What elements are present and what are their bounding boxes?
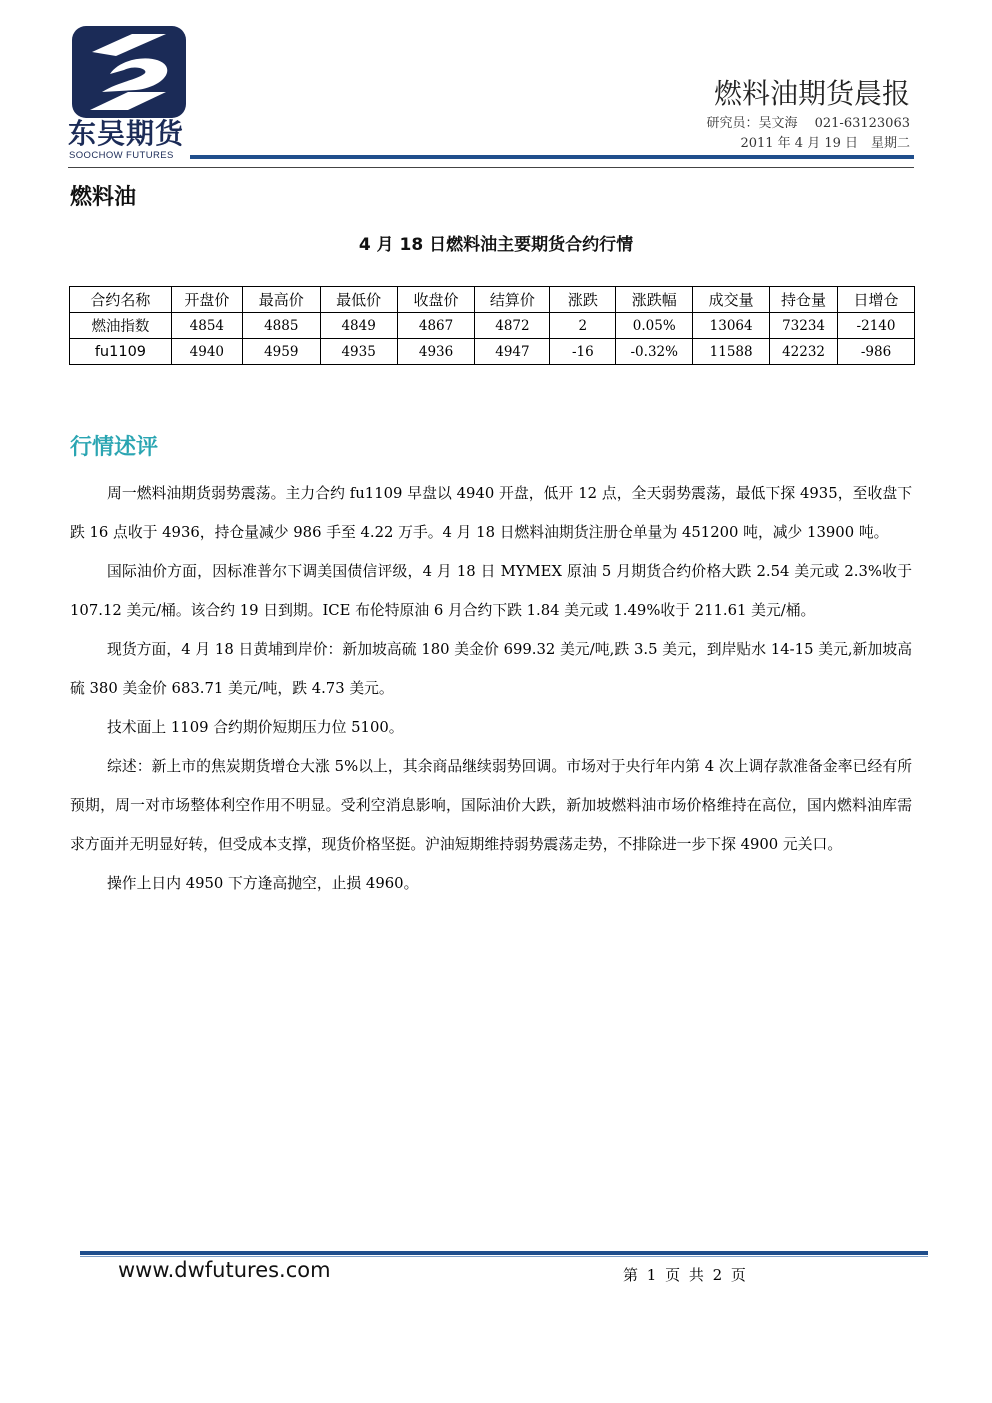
column-header: 持仓量 (770, 287, 838, 313)
table-title: 4 月 18 日燃料油主要期货合约行情 (358, 235, 634, 255)
table-cell: -2140 (838, 313, 915, 339)
table-cell: 11588 (693, 339, 770, 365)
paragraph: 技术面上 1109 合约期价短期压力位 5100。 (107, 719, 404, 736)
table-row (70, 339, 915, 365)
table-cell: 42232 (770, 339, 838, 365)
table-cell: 4872 (475, 313, 550, 339)
table-cell: 4936 (397, 339, 475, 365)
logo-chinese-name: 东吴期货 (68, 117, 185, 150)
table-cell: 4885 (242, 313, 320, 339)
column-header: 涨跌幅 (616, 287, 693, 313)
section-heading: 燃料油 (70, 185, 137, 210)
table-cell: 4854 (171, 313, 242, 339)
report-title: 燃料油期货晨报 (713, 77, 910, 110)
logo-english-name: SOOCHOW FUTURES (69, 150, 174, 161)
footer-divider-thin (80, 1256, 928, 1257)
column-header: 最低价 (320, 287, 397, 313)
commentary-heading: 行情述评 (70, 435, 159, 460)
column-header: 涨跌 (550, 287, 616, 313)
paragraph: 周一燃料油期货弱势震荡。主力合约 fu1109 早盘以 4940 开盘，低开 12 点，全天弱势震荡，最低下探 4935，至收盘下跌 16 点收于 4936，持仓量减少 986 手至 4.22 万手。4 月 18 日燃料油期货注册仓单量为 451200 吨，减少 13900 吨。 (70, 485, 912, 541)
paragraph: 国际油价方面，因标准普尔下调美国债信评级，4 月 18 日 MYMEX 原油 5 月期货合约价格大跌 2.54 美元或 2.3%收于 107.12 美元/桶。该合约 19 日到期。ICE 布伦特原油 6 月合约下跌 1.84 美元或 1.49%收于 211.61 美元/桶。 (70, 563, 912, 619)
table-cell: 4959 (242, 339, 320, 365)
paragraph: 操作上日内 4950 下方逢高抛空，止损 4960。 (107, 875, 419, 892)
report-date: 2011 年 4 月 19 日 星期二 (740, 136, 910, 151)
page-number: 第 1 页 共 2 页 (623, 1266, 748, 1284)
table-cell: 4867 (397, 313, 475, 339)
column-header: 开盘价 (171, 287, 242, 313)
table-header-row (70, 287, 915, 313)
footer-website-link[interactable]: www.dwfutures.com (118, 1258, 331, 1282)
table-cell: -16 (550, 339, 616, 365)
table-row (70, 313, 915, 339)
header-divider-blue (190, 155, 914, 159)
table-cell: -986 (838, 339, 915, 365)
company-logo (68, 26, 188, 160)
table-cell: 4935 (320, 339, 397, 365)
table-cell: 13064 (693, 313, 770, 339)
futures-quote-table (69, 286, 915, 365)
soochow-logo-icon (72, 26, 186, 118)
table-cell: 4947 (475, 339, 550, 365)
table-cell: 4849 (320, 313, 397, 339)
paragraph: 现货方面，4 月 18 日黄埔到岸价：新加坡高硫 180 美金价 699.32 美元/吨,跌 3.5 美元，到岸贴水 14-15 美元,新加坡高硫 380 美金价 683.71 美元/吨，跌 4.73 美元。 (70, 641, 912, 697)
table-cell: fu1109 (70, 339, 172, 365)
researcher-info: 研究员：吴文海 021-63123063 (706, 116, 910, 131)
footer-divider (80, 1251, 928, 1255)
table-cell: 2 (550, 313, 616, 339)
commentary-body (70, 474, 912, 903)
column-header: 日增仓 (838, 287, 915, 313)
column-header: 结算价 (475, 287, 550, 313)
table-cell: 燃油指数 (70, 313, 172, 339)
table-cell: 73234 (770, 313, 838, 339)
column-header: 收盘价 (397, 287, 475, 313)
column-header: 成交量 (693, 287, 770, 313)
table-cell: 0.05% (616, 313, 693, 339)
column-header: 最高价 (242, 287, 320, 313)
header-divider-thin (68, 167, 914, 168)
column-header: 合约名称 (70, 287, 172, 313)
paragraph: 综述：新上市的焦炭期货增仓大涨 5%以上，其余商品继续弱势回调。市场对于央行年内第 4 次上调存款准备金率已经有所预期，周一对市场整体利空作用不明显。受利空消息影响，国际油价大跌，新加坡燃料油市场价格维持在高位，国内燃料油库需求方面并无明显好转，但受成本支撑，现货价格坚挺。沪油短期维持弱势震荡走势，不排除进一步下探 4900 元关口。 (70, 758, 912, 853)
table-cell: 4940 (171, 339, 242, 365)
table-cell: -0.32% (616, 339, 693, 365)
